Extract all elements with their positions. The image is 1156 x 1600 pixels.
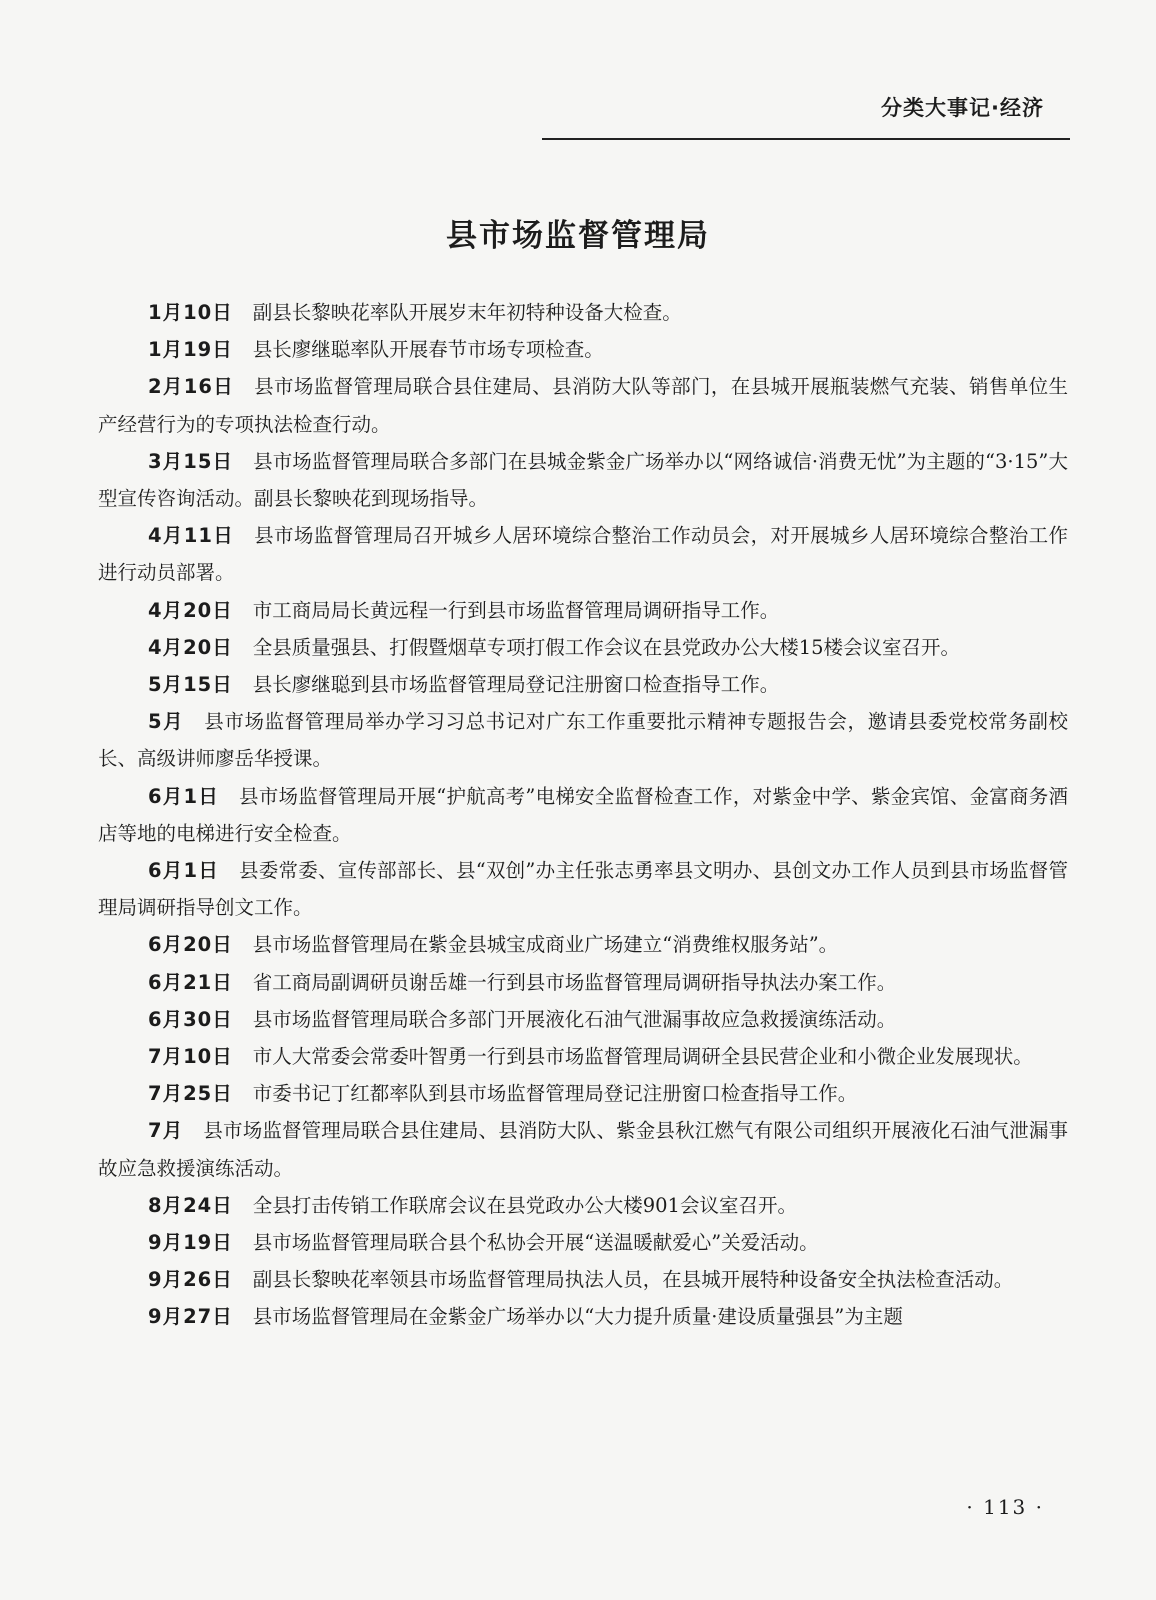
entry-text: 市工商局局长黄远程一行到县市场监督管理局调研指导工作。 <box>252 598 780 622</box>
chronicle-entry <box>98 443 1068 517</box>
chronicle-entry <box>98 1298 1068 1335</box>
entry-text: 副县长黎映花率队开展岁末年初特种设备大检查。 <box>252 301 682 324</box>
entry-date: 6月20日 <box>148 933 233 957</box>
entry-date: 6月1日 <box>148 859 220 883</box>
entry-text: 县市场监督管理局在金紫金广场举办以“大力提升质量·建设质量强县”为主题 <box>252 1305 903 1329</box>
chronicle-entry <box>98 852 1068 926</box>
entry-text: 县市场监督管理局联合多部门在县城金紫金广场举办以“网络诚信·消费无忧”为主题的“3·15”大型宣传咨询活动。副县长黎映花到现场指导。 <box>98 449 1068 511</box>
entry-text: 县市场监督管理局联合县住建局、县消防大队、紫金县秋江燃气有限公司组织开展液化石油气泄漏事故应急救援演练活动。 <box>98 1119 1068 1180</box>
entry-text: 县市场监督管理局开展“护航高考”电梯安全监督检查工作，对紫金中学、紫金宾馆、金富商务酒店等地的电梯进行安全检查。 <box>98 784 1068 845</box>
header-rule <box>542 138 1070 140</box>
chronicle-entry <box>98 629 1068 666</box>
entry-list <box>98 294 1068 1336</box>
entry-date: 8月24日 <box>148 1193 233 1217</box>
entry-date: 7月25日 <box>148 1082 233 1106</box>
entry-text: 副县长黎映花率领县市场监督管理局执法人员，在县城开展特种设备安全执法检查活动。 <box>252 1268 1014 1292</box>
entry-text: 县长廖继聪到县市场监督管理局登记注册窗口检查指导工作。 <box>252 673 780 697</box>
page-number: · 113 · <box>966 1495 1044 1519</box>
entry-date: 1月19日 <box>148 338 233 362</box>
chronicle-entry <box>98 1112 1068 1186</box>
page-title: 县市场监督管理局 <box>446 218 710 254</box>
entry-date: 7月10日 <box>148 1045 233 1069</box>
running-head: 分类大事记·经济 <box>881 96 1044 120</box>
entry-text: 全县质量强县、打假暨烟草专项打假工作会议在县党政办公大楼15楼会议室召开。 <box>252 635 961 659</box>
entry-text: 省工商局副调研员谢岳雄一行到县市场监督管理局调研指导执法办案工作。 <box>252 970 897 994</box>
entry-text: 全县打击传销工作联席会议在县党政办公大楼901会议室召开。 <box>252 1193 797 1217</box>
chronicle-entry <box>98 1187 1068 1224</box>
entry-text: 县市场监督管理局联合县个私协会开展“送温暖献爱心”关爱活动。 <box>252 1231 819 1255</box>
chronicle-entry <box>98 1038 1068 1075</box>
entry-date: 5月 <box>148 710 185 734</box>
chronicle-entry <box>98 1224 1068 1261</box>
entry-date: 9月27日 <box>148 1305 233 1329</box>
chronicle-entry <box>98 592 1068 629</box>
entry-date: 7月 <box>148 1119 184 1143</box>
entry-text: 县市场监督管理局召开城乡人居环境综合整治工作动员会，对开展城乡人居环境综合整治工作进行动员部署。 <box>98 524 1068 585</box>
entry-text: 市委书记丁红都率队到县市场监督管理局登记注册窗口检查指导工作。 <box>252 1082 858 1106</box>
chronicle-entry <box>98 517 1068 591</box>
entry-date: 6月1日 <box>148 784 220 808</box>
entry-date: 3月15日 <box>148 449 234 473</box>
entry-text: 县市场监督管理局举办学习习总书记对广东工作重要批示精神专题报告会，邀请县委党校常务副校长、高级讲师廖岳华授课。 <box>98 710 1068 771</box>
chronicle-entry <box>98 926 1068 963</box>
entry-text: 县长廖继聪率队开展春节市场专项检查。 <box>252 338 604 362</box>
entry-date: 6月21日 <box>148 970 233 994</box>
entry-date: 1月10日 <box>148 301 233 324</box>
entry-text: 县市场监督管理局在紫金县城宝成商业广场建立“消费维权服务站”。 <box>252 933 839 957</box>
chronicle-entry <box>98 778 1068 852</box>
entry-date: 4月11日 <box>148 524 235 548</box>
entry-date: 4月20日 <box>148 635 233 659</box>
entry-date: 9月19日 <box>148 1231 233 1255</box>
chronicle-entry <box>98 294 1068 331</box>
chronicle-entry <box>98 331 1068 368</box>
entry-text: 市人大常委会常委叶智勇一行到县市场监督管理局调研全县民营企业和小微企业发展现状。 <box>252 1045 1033 1069</box>
entry-date: 4月20日 <box>148 598 233 622</box>
chronicle-entry <box>98 703 1068 777</box>
entry-text: 县市场监督管理局联合多部门开展液化石油气泄漏事故应急救援演练活动。 <box>252 1007 897 1031</box>
entry-text: 县委常委、宣传部部长、县“双创”办主任张志勇率县文明办、县创文办工作人员到县市场监督管理局调研指导创文工作。 <box>98 859 1068 920</box>
chronicle-entry <box>98 1001 1068 1038</box>
entry-date: 6月30日 <box>148 1007 233 1031</box>
entry-date: 5月15日 <box>148 673 233 697</box>
entry-date: 2月16日 <box>148 375 235 399</box>
chronicle-entry <box>98 368 1068 442</box>
chronicle-entry <box>98 1075 1068 1112</box>
entry-date: 9月26日 <box>148 1268 233 1292</box>
chronicle-entry <box>98 666 1068 703</box>
entry-text: 县市场监督管理局联合县住建局、县消防大队等部门，在县城开展瓶装燃气充装、销售单位生产经营行为的专项执法检查行动。 <box>98 375 1068 436</box>
chronicle-entry <box>98 964 1068 1001</box>
chronicle-entry <box>98 1261 1068 1298</box>
